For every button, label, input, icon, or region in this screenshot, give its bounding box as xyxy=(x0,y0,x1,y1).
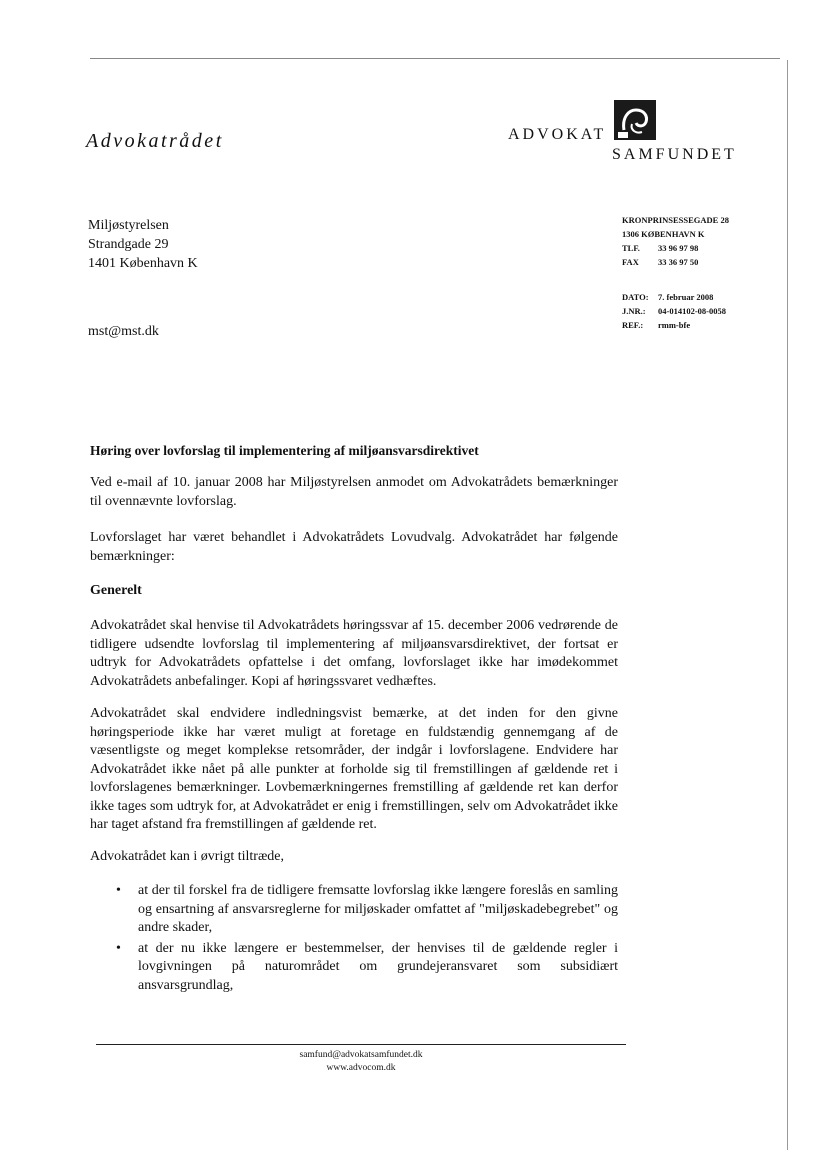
advokatsamfundet-logo-icon xyxy=(614,100,656,140)
list-item xyxy=(90,882,618,938)
brand-line-samfundet: SAMFUNDET xyxy=(612,146,737,163)
sender-fax xyxy=(622,255,729,269)
paragraph-5: Advokatrådet kan i øvrigt tiltræde, xyxy=(90,849,285,864)
paragraph-4: Advokatrådet skal endvidere indledningsvist bemærke, at det inden for den givne høringsperiode ikke har været muligt at foretage en fuldstændig gennemgang af de væsentligste og meget komplekse retsområder, der indgår i lovforslagene. Endvidere har Advokatrådet ikke nået på alle punkter at forholde sig til fremstillingen af gældende ret i lovforslagenes bemærkninger. Lovbemærkningernes fremstilling af gældende ret kan derfor ikke tages som udtryk for, at Advokatrådet er enig i fremstillingen, selv om Advokatrådet ikke har taget afstand fra fremstillingen af gældende ret. xyxy=(90,706,618,832)
date-row xyxy=(622,290,726,304)
reference-block xyxy=(622,290,726,332)
brand-line-advokat: ADVOKAT xyxy=(508,126,607,143)
page-edge-line xyxy=(787,60,788,1150)
date-value: 7. februar 2008 xyxy=(658,292,714,302)
ref-value: rmm-bfe xyxy=(658,320,691,330)
journal-value: 04-014102-08-0058 xyxy=(658,306,726,316)
ref-label: REF.: xyxy=(622,320,644,330)
paragraph-3: Advokatrådet skal henvise til Advokatrådets høringssvar af 15. december 2006 vedrørende de tidligere udsendte lovforslag til implementering af miljøansvarsdirektivet, der fortsat er udtryk for Advokatrådets opfattelse i det omfang, lovforslaget ikke har imødekommet Advokatrådets anbefalinger. Kopi af høringssvaret vedhæftes. xyxy=(90,618,618,689)
journal-row xyxy=(622,304,726,318)
sender-phone xyxy=(622,241,729,255)
bullet-symbol: • xyxy=(116,940,121,956)
section-heading: Generelt xyxy=(90,583,142,598)
recipient-city: 1401 København K xyxy=(88,256,198,271)
paragraph-2: Lovforslaget har været behandlet i Advokatrådets Lovudvalg. Advokatrådet har følgende bemærkninger: xyxy=(90,530,618,564)
sender-city: 1306 KØBENHAVN K xyxy=(622,229,705,239)
letter-subject: Høring over lovforslag til implementering af miljøansvarsdirektivet xyxy=(90,443,479,458)
sender-street: KRONPRINSESSEGADE 28 xyxy=(622,215,729,225)
date-label: DATO: xyxy=(622,292,649,302)
recipient-email: mst@mst.dk xyxy=(88,324,159,339)
bullet-list xyxy=(90,882,618,997)
list-item-text: at der til forskel fra de tidligere fremsatte lovforslag ikke længere foreslås en samling og ensartning af ansvarsreglerne for miljøskader omfattet af "miljøskadebegrebet" og andre skader, xyxy=(138,883,618,935)
footer-web: www.advocom.dk xyxy=(326,1063,396,1073)
bullet-symbol: • xyxy=(116,883,121,898)
phone-label: TLF. xyxy=(622,243,640,253)
ref-row xyxy=(622,318,726,332)
list-item xyxy=(90,940,618,996)
letterhead-title: Advokatrådet xyxy=(86,130,224,152)
list-item-text: at der nu ikke længere er bestemmelser, der henvises til de gældende regler i lovgivningen på naturområdet om grundejeransvaret som subsidiært ansvarsgrundlag, xyxy=(138,940,618,993)
recipient-address xyxy=(88,216,198,273)
footer-rule xyxy=(96,1044,626,1045)
journal-label: J.NR.: xyxy=(622,306,646,316)
footer-email: samfund@advokatsamfundet.dk xyxy=(299,1050,423,1060)
phone-value: 33 96 97 98 xyxy=(658,243,699,253)
sender-address xyxy=(622,213,729,269)
paragraph-1: Ved e-mail af 10. januar 2008 har Miljøstyrelsen anmodet om Advokatrådets bemærkninger til ovennævnte lovforslag. xyxy=(90,475,618,509)
top-rule xyxy=(90,58,780,59)
recipient-street: Strandgade 29 xyxy=(88,237,169,252)
recipient-name: Miljøstyrelsen xyxy=(88,218,169,233)
footer xyxy=(96,1049,626,1075)
fax-label: FAX xyxy=(622,257,639,267)
fax-value: 33 36 97 50 xyxy=(658,257,699,267)
